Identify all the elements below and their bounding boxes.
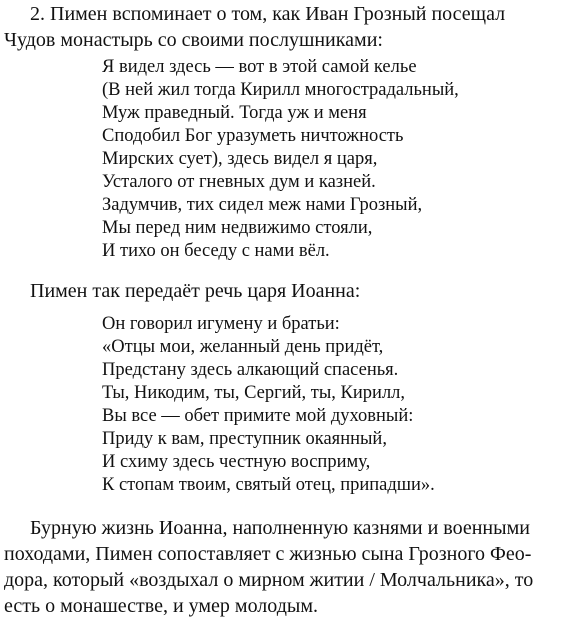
verse-line: Задумчив, тих сидел меж нами Грозный, [102,195,423,215]
verse-line: (В ней жил тогда Кирилл многострадальный, [102,80,459,100]
closing-line: походами, Пимен сопоставляет с жизнью сына Грозного Фео- [4,543,532,565]
verse-line: К стопам твоим, святый отец, припадши». [102,475,435,495]
verse-line: Приду к вам, преступник окаянный, [102,429,387,449]
closing-line: есть о монашестве, и умер молодым. [4,595,318,617]
verse-line: Сподобил Бог уразуметь ничтожность [102,126,404,146]
verse-line: Предстану здесь алкающий спасенья. [102,360,399,380]
verse-line: Мы перед ним недвижимо стояли, [102,218,373,238]
verse-line: Муж праведный. Тогда уж и меня [102,103,367,123]
closing-line: дора, который «воздыхал о мирном житии / Молчальника», то [4,569,534,591]
verse-line: Вы все — обет примите мой духовный: [102,406,414,426]
verse-line: Я видел здесь — вот в этой самой келье [102,57,417,77]
verse-line: И схиму здесь честную восприму, [102,452,371,472]
verse-line: «Отцы мои, желанный день придёт, [102,337,384,357]
intro-line: 2. Пимен вспоминает о том, как Иван Грозный посещал [30,3,506,25]
verse-line: И тихо он беседу с нами вёл. [102,241,330,261]
intro-line: Чудов монастырь со своими послушниками: [4,29,383,51]
closing-line: Бурную жизнь Иоанна, наполненную казнями и военными [30,517,530,539]
verse-line: Он говорил игумену и братьи: [102,314,340,334]
middle-paragraph: Пимен так передаёт речь царя Иоанна: [30,280,361,302]
verse-line: Мирских сует), здесь видел я царя, [102,149,378,169]
verse-line: Усталого от гневных дум и казней. [102,172,376,192]
verse-line: Ты, Никодим, ты, Сергий, ты, Кирилл, [102,383,406,403]
